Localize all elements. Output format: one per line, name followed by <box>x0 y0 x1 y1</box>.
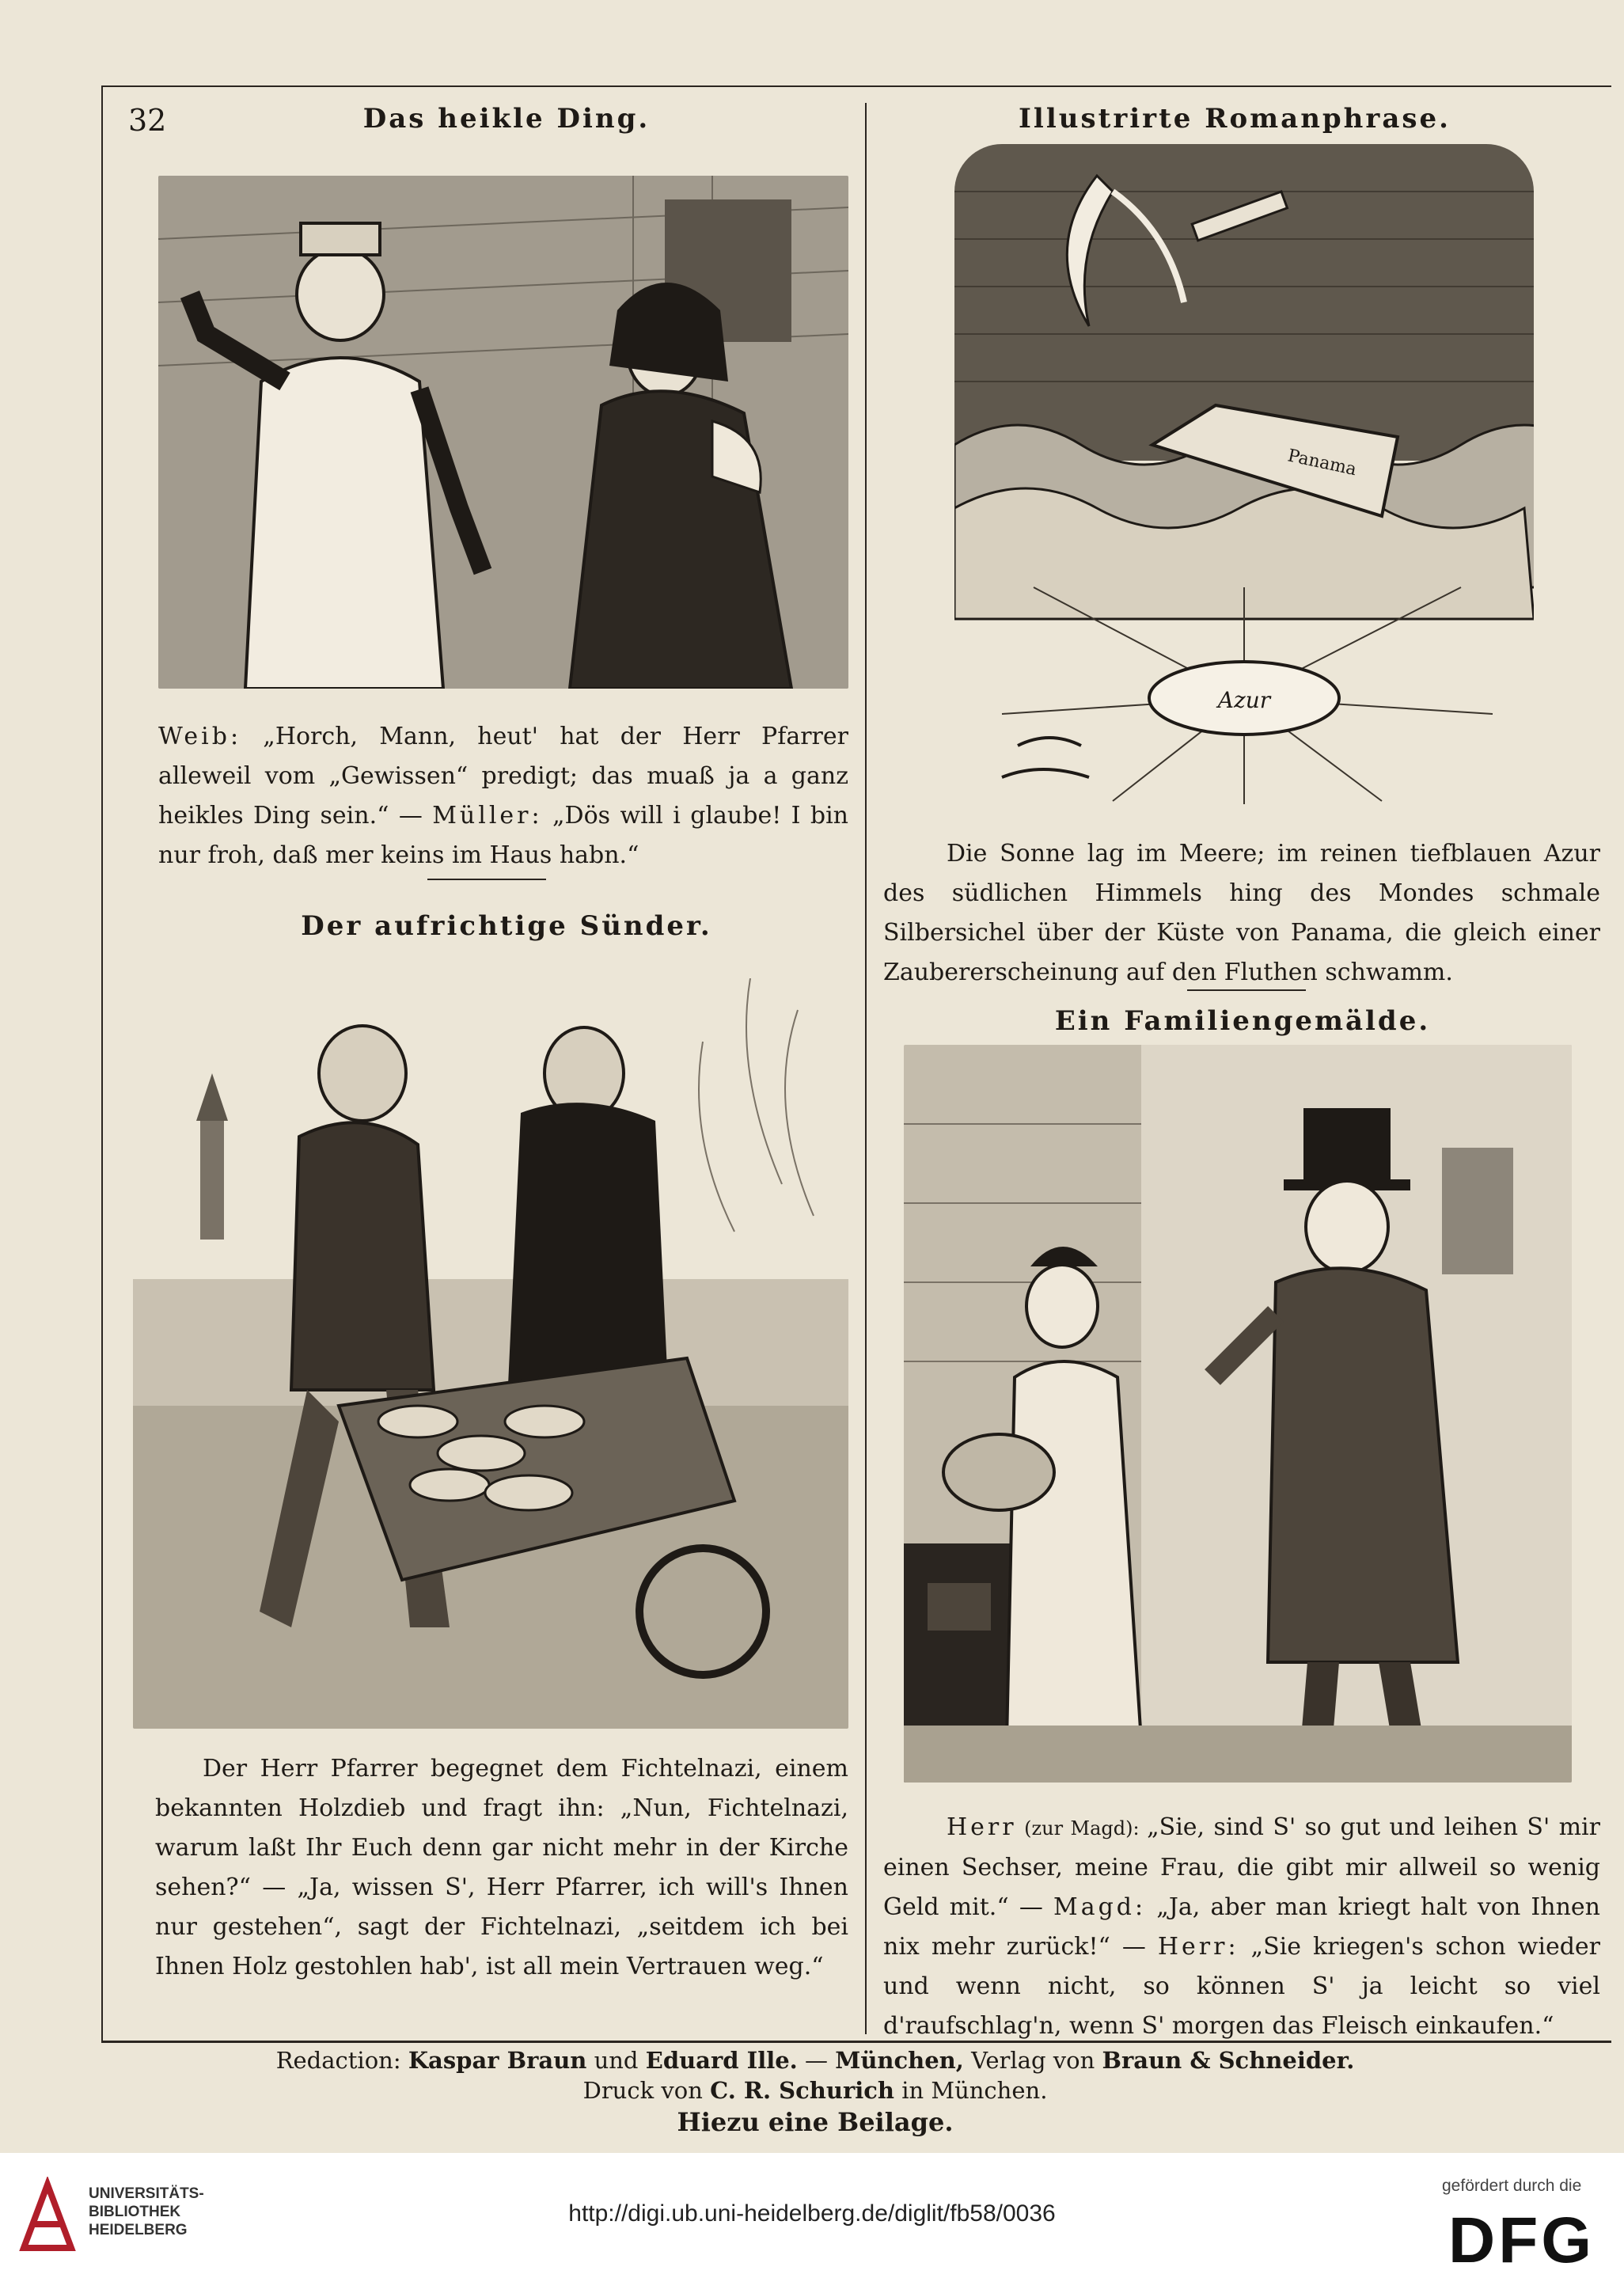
druck-label: Druck von <box>582 2077 711 2104</box>
source-url-link[interactable]: http://digi.ub.uni-heidelberg.de/diglit/fb58/0036 <box>568 2200 1056 2227</box>
column-divider <box>865 103 867 2034</box>
library-line-1: UNIVERSITÄTS- <box>89 2185 204 2202</box>
dialogue-magd: „Ja, aber man kriegt halt von Ihnen nix mehr zurück!“ — <box>883 1893 1600 1961</box>
dialogue-weib: „Horch, Mann, heut' hat der Herr Pfarrer alleweil vom „Gewissen“ predigt; das muaß ja a ganz heikles Ding sein.“ — <box>158 723 848 830</box>
footer-supplement: Hiezu eine Beilage. <box>677 2107 954 2137</box>
footer-redaction <box>111 2047 1520 2074</box>
city-munich: München, <box>835 2047 964 2074</box>
frame-rule-left <box>101 85 103 2041</box>
story-das-heikle-ding-text <box>158 717 848 875</box>
funded-by-label: gefördert durch die <box>1442 2177 1582 2195</box>
speaker-magd: Magd: <box>1053 1893 1147 1921</box>
story-familiengemaelde-text <box>883 1808 1600 2046</box>
speaker-mueller: Müller: <box>432 802 543 830</box>
dfg-logo[interactable]: DFG <box>1448 2204 1596 2276</box>
sun-label: Azur <box>1217 687 1271 713</box>
dash: — <box>797 2047 836 2074</box>
story-der-aufrichtige-suender-text: Der Herr Pfarrer begegnet dem Fichtelnazi, einem bekannten Holzdieb und fragt ihn: „Nun, Fichtelnazi, warum laßt Ihr Euch denn gar nicht mehr in der Kirche sehen?“ — „Ja, wissen S', Herr Pfarrer, ich will's Ihnen nur gestehen“, sagt der Fichtelnazi, „seitdem ich bei Ihnen Holz gestohlen hab', ist all mein Vertrauen weg.“ <box>155 1755 848 1980</box>
illustration-man-and-wife <box>158 176 848 689</box>
verlag: Verlag von <box>963 2047 1102 2074</box>
speaker-weib: Weib: <box>158 723 242 750</box>
illustration-master-and-maid <box>904 1045 1572 1783</box>
editor-eduard-ille: Eduard Ille. <box>645 2047 798 2074</box>
story-romanphrase-text: Die Sonne lag im Meere; im reinen tiefblauen Azur des südlichen Himmels hing des Mondes schmale Silbersichel über der Küste von Panama, die gleich einer Zaubererscheinung auf den Fluthen schwamm. <box>883 840 1600 986</box>
dialogue-herr-2: „Sie kriegen's schon wieder und wenn nicht, so können S' ja leicht so viel d'raufschlag'n, wenn S' morgen das Fleisch einkaufen.“ <box>883 1933 1600 2040</box>
aside-zur-magd: (zur Magd): <box>1016 1817 1148 1839</box>
page-number: 32 <box>128 103 167 138</box>
redaction-label: Redaction: <box>275 2047 408 2074</box>
in-munich: in München. <box>894 2077 1048 2104</box>
title-der-aufrichtige-suender: Der aufrichtige Sünder. <box>301 910 712 942</box>
speaker-herr-2: Herr: <box>1157 1933 1239 1961</box>
footer-druck <box>111 2077 1520 2104</box>
speaker-herr: Herr <box>947 1813 1017 1841</box>
library-line-2: BIBLIOTHEK <box>89 2204 181 2220</box>
editor-kaspar-braun: Kaspar Braun <box>408 2047 587 2074</box>
frame-rule-top <box>101 85 1611 87</box>
and-1: und <box>586 2047 646 2074</box>
printer: C. R. Schurich <box>710 2077 894 2104</box>
library-line-3: HEIDELBERG <box>89 2222 188 2238</box>
title-ein-familiengemaelde: Ein Familiengemälde. <box>1054 1005 1431 1037</box>
separator-2 <box>1187 989 1306 991</box>
dialogue-mueller: „Dös will i glaube! I bin nur froh, daß mer keins im Haus habn.“ <box>158 802 848 869</box>
illustration-priest-and-woodthief <box>133 978 848 1729</box>
publisher: Braun & Schneider. <box>1102 2047 1355 2074</box>
box-label: Panama <box>1285 446 1359 480</box>
separator-1 <box>427 879 546 880</box>
title-illustrirte-romanphrase: Illustrirte Romanphrase. <box>1019 103 1451 135</box>
dialogue-herr-1: „Sie, sind S' so gut und leihen S' mir einen Sechser, meine Frau, die gibt mir allweil so wenig Geld mit.“ — <box>883 1813 1600 1921</box>
illustration-sea-moon-sun <box>954 144 1534 804</box>
title-das-heikle-ding: Das heikle Ding. <box>362 103 651 135</box>
